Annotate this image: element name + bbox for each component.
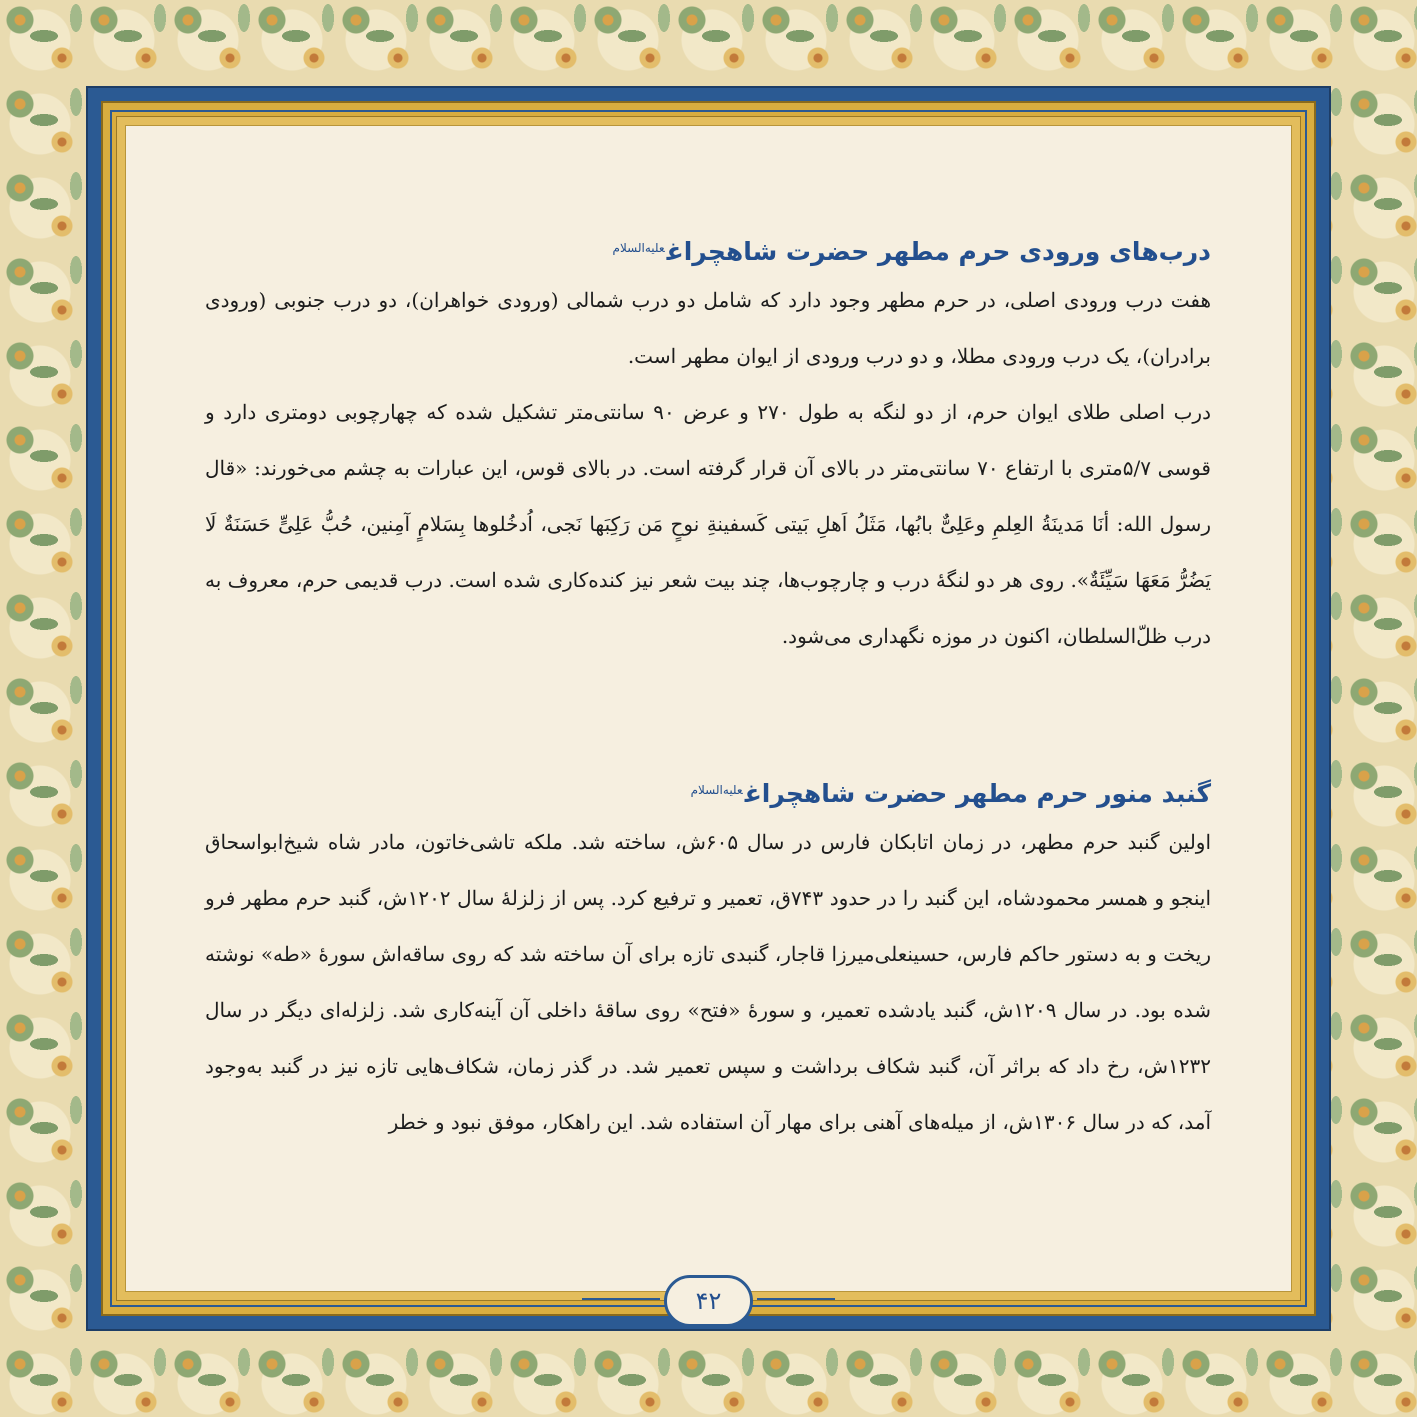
page-number-text: ۴۲: [695, 1287, 722, 1315]
heading-text: گنبد منور حرم مطهر حضرت شاهچراغ: [744, 779, 1211, 808]
paragraph: درب اصلی طلای ایوان حرم، از دو لنگه به طول ۲۷۰ و عرض ۹۰ سانتی‌متر تشکیل شده که چهارچوبی دومتری دارد و قوسی ۵/۷متری با ارتفاع ۷۰ سانتی‌متر در بالای آن قرار گرفته است. در بالای قوس، این عبارات به چشم می‌خورند: «قال رسول الله: أنَا مَدینَةُ العِلمِ وعَلِیٌّ بابُها، مَثَلُ اَهلِ بَیتی کَسفینةِ نوحٍ مَن رَکِبَها نَجی، اُدخُلوها بِسَلامٍ آمِنین، حُبُّ عَلِیٍّ حَسَنَةٌ لَا یَضُرُّ مَعَهَا سَیِّئَةٌ». روی هر دو لنگهٔ درب و چارچوب‌ها، چند بیت شعر نیز کنده‌کاری شده است. درب قدیمی حرم، معروف به درب ظلّ‌السلطان، اکنون در موزه نگهداری می‌شود.: [205, 400, 1211, 648]
page-number: [664, 1275, 753, 1327]
section-heading: [205, 228, 1211, 272]
paragraph: هفت درب ورودی اصلی، در حرم مطهر وجود دارد که شامل دو درب شمالی (ورودی خواهران)، دو درب جنوبی (ورودی برادران)، یک درب ورودی مطلا، و دو درب ورودی از ایوان مطهر است.: [205, 288, 1211, 368]
page-number-rule-right: [757, 1298, 835, 1300]
page-number-rule-left-thin: [600, 1305, 660, 1306]
honorific-mark: علیه‌السلام: [690, 783, 743, 797]
paragraph: اولین گنبد حرم مطهر، در زمان اتابکان فارس در سال ۶۰۵ش، ساخته شد. ملکه تاشی‌خاتون، مادر شاه شیخ‌ابواسحاق اینجو و همسر محمودشاه، این گنبد را در حدود ۷۴۳ق، تعمیر و ترفیع کرد. پس از زلزلهٔ سال ۱۲۰۲ش، گنبد حرم مطهر فرو ریخت و به دستور حاکم فارس، حسینعلی‌میرزا قاجار، گنبدی تازه برای آن ساخته شد که روی ساقه‌اش سورهٔ «طه» نوشته شده بود. در سال ۱۲۰۹ش، گنبد یادشده تعمیر، و سورهٔ «فتح» روی ساقهٔ داخلی آن آینه‌کاری شد. زلزله‌ای دیگر در سال ۱۲۳۲ش، رخ داد که براثر آن، گنبد شکاف برداشت و سپس تعمیر شد. در گذر زمان، شکاف‌هایی تازه نیز در گنبد به‌وجود آمد، که در سال ۱۳۰۶ش، از میله‌های آهنی برای مهار آن استفاده شد. این راهکار، موفق نبود و خطر: [205, 830, 1212, 1134]
page-number-rule-right-thin: [757, 1305, 817, 1306]
heading-text: درب‌های ورودی حرم مطهر حضرت شاهچراغ: [666, 237, 1211, 266]
page-number-rule-left: [582, 1298, 660, 1300]
section-dome: [205, 770, 1211, 1150]
section-entrance-doors: [205, 228, 1211, 664]
section-heading: [205, 770, 1211, 814]
honorific-mark: علیه‌السلام: [612, 241, 665, 255]
